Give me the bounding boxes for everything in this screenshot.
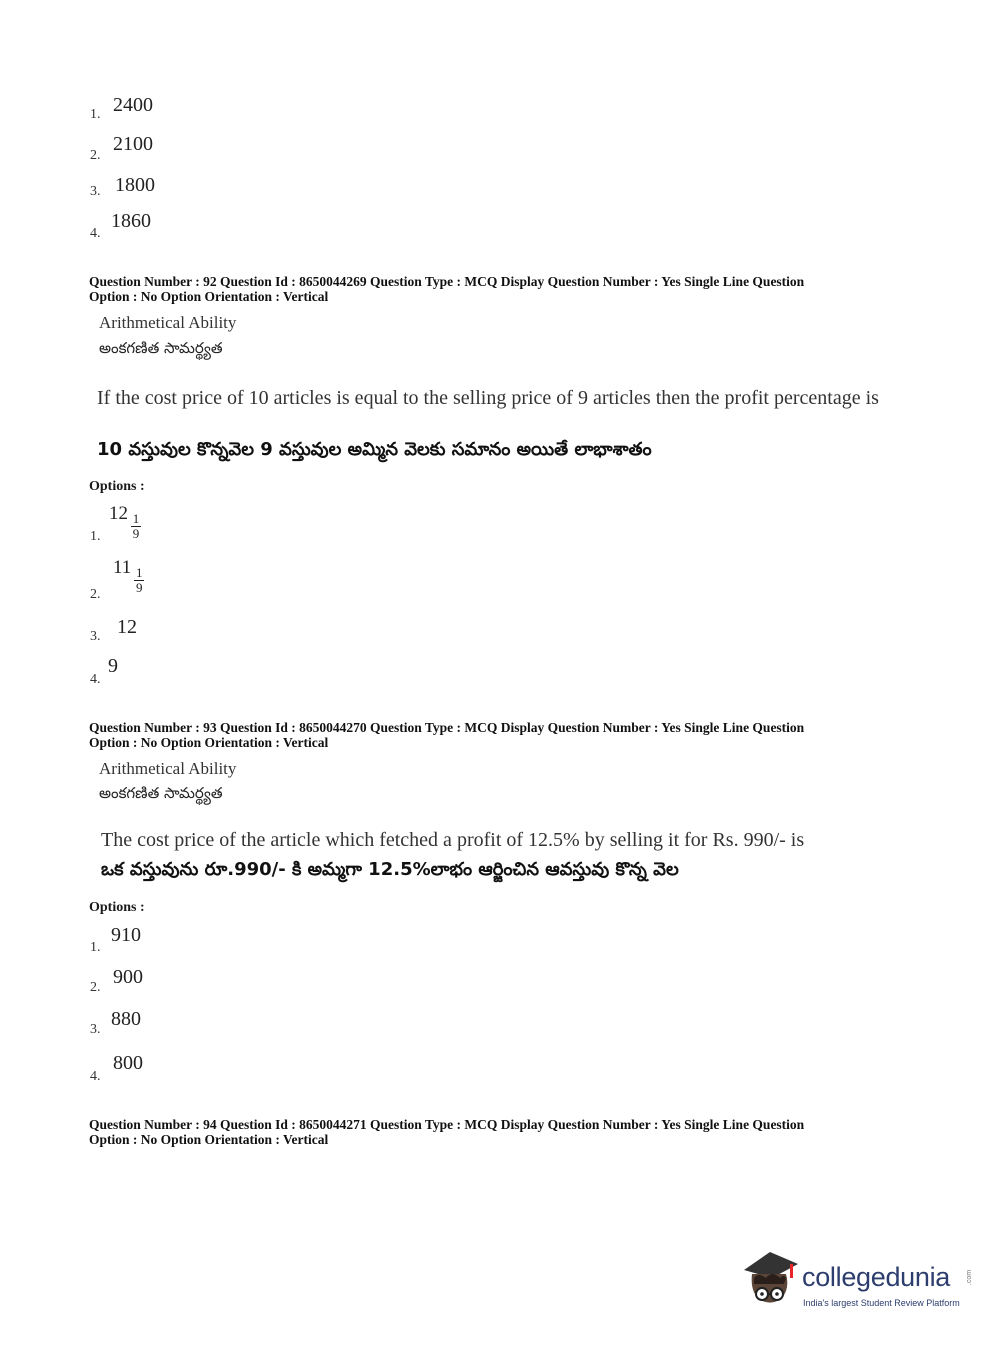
question-meta-line: Question Number : 92 Question Id : 8650044269 Question Type : MCQ Display Question Number : Yes Single Line Question xyxy=(89,274,805,289)
option-value: 2400 xyxy=(113,94,153,116)
option-value: 1860 xyxy=(111,210,151,232)
fraction-numerator: 1 xyxy=(136,565,143,580)
question-text-telugu: 10 వస్తువుల కొన్నవెల 9 వస్తువుల అమ్మిన వెలకు సమానం అయితే లాభాశాతం xyxy=(97,439,652,460)
option-number: 1. xyxy=(90,529,101,544)
fraction-whole: 11 xyxy=(113,557,132,578)
mascot-icon xyxy=(740,1248,802,1310)
options-header: Options : xyxy=(89,479,145,494)
logo-tagline: India's largest Student Review Platform xyxy=(803,1298,960,1308)
logo-name: collegedunia xyxy=(802,1262,951,1292)
question-text-english: If the cost price of 10 articles is equal to the selling price of 9 articles then the profit percentage is xyxy=(97,387,879,409)
option-value: 2100 xyxy=(113,133,153,155)
fraction-denominator: 9 xyxy=(136,580,143,595)
question-meta-line: Question Number : 93 Question Id : 8650044270 Question Type : MCQ Display Question Number : Yes Single Line Question xyxy=(89,720,805,735)
fraction-part xyxy=(134,566,144,595)
option-number: 1. xyxy=(90,107,101,122)
option-number: 3. xyxy=(90,184,101,199)
option-number: 2. xyxy=(90,587,101,602)
logo-domain: .com xyxy=(966,1269,974,1286)
option-value: 12 xyxy=(117,616,137,638)
option-number: 2. xyxy=(90,148,101,163)
question-meta xyxy=(89,274,889,304)
option-number: 4. xyxy=(90,226,101,241)
option-value: 1800 xyxy=(115,174,155,196)
option-fraction xyxy=(113,557,144,595)
collegedunia-logo xyxy=(740,1248,980,1318)
option-number: 4. xyxy=(90,672,101,687)
subject-telugu: అంకగణిత సామర్థ్యత xyxy=(99,339,223,357)
question-text-telugu: ఒక వస్తువును రూ.990/- కి అమ్మగా 12.5%లాభం ఆర్జించిన ఆవస్తువు కొన్న వెల xyxy=(101,859,679,880)
question-text-english: The cost price of the article which fetched a profit of 12.5% by selling it for Rs. 990/- is xyxy=(101,829,805,851)
question-meta-line: Option : No Option Orientation : Vertical xyxy=(89,1132,329,1147)
question-meta-line: Option : No Option Orientation : Vertical xyxy=(89,289,329,304)
option-number: 4. xyxy=(90,1069,101,1084)
question-meta xyxy=(89,1117,889,1147)
subject-english: Arithmetical Ability xyxy=(99,759,237,778)
options-header: Options : xyxy=(89,900,145,915)
option-number: 1. xyxy=(90,940,101,955)
fraction-numerator: 1 xyxy=(132,511,140,526)
option-number: 2. xyxy=(90,980,101,995)
option-fraction xyxy=(109,503,141,541)
option-value: 800 xyxy=(113,1052,143,1074)
fraction-part xyxy=(131,512,141,541)
fraction-denominator: 9 xyxy=(132,526,140,541)
option-value: 9 xyxy=(108,655,118,677)
option-number: 3. xyxy=(90,629,101,644)
option-value: 900 xyxy=(113,966,143,988)
fraction-whole: 12 xyxy=(109,503,128,524)
subject-telugu: అంకగణిత సామర్థ్యత xyxy=(99,784,223,802)
option-value: 910 xyxy=(111,924,141,946)
question-meta-line: Question Number : 94 Question Id : 8650044271 Question Type : MCQ Display Question Number : Yes Single Line Question xyxy=(89,1117,805,1132)
option-number: 3. xyxy=(90,1022,101,1037)
question-meta xyxy=(89,720,889,750)
subject-english: Arithmetical Ability xyxy=(99,313,237,332)
option-value: 880 xyxy=(111,1008,141,1030)
question-meta-line: Option : No Option Orientation : Vertical xyxy=(89,735,329,750)
